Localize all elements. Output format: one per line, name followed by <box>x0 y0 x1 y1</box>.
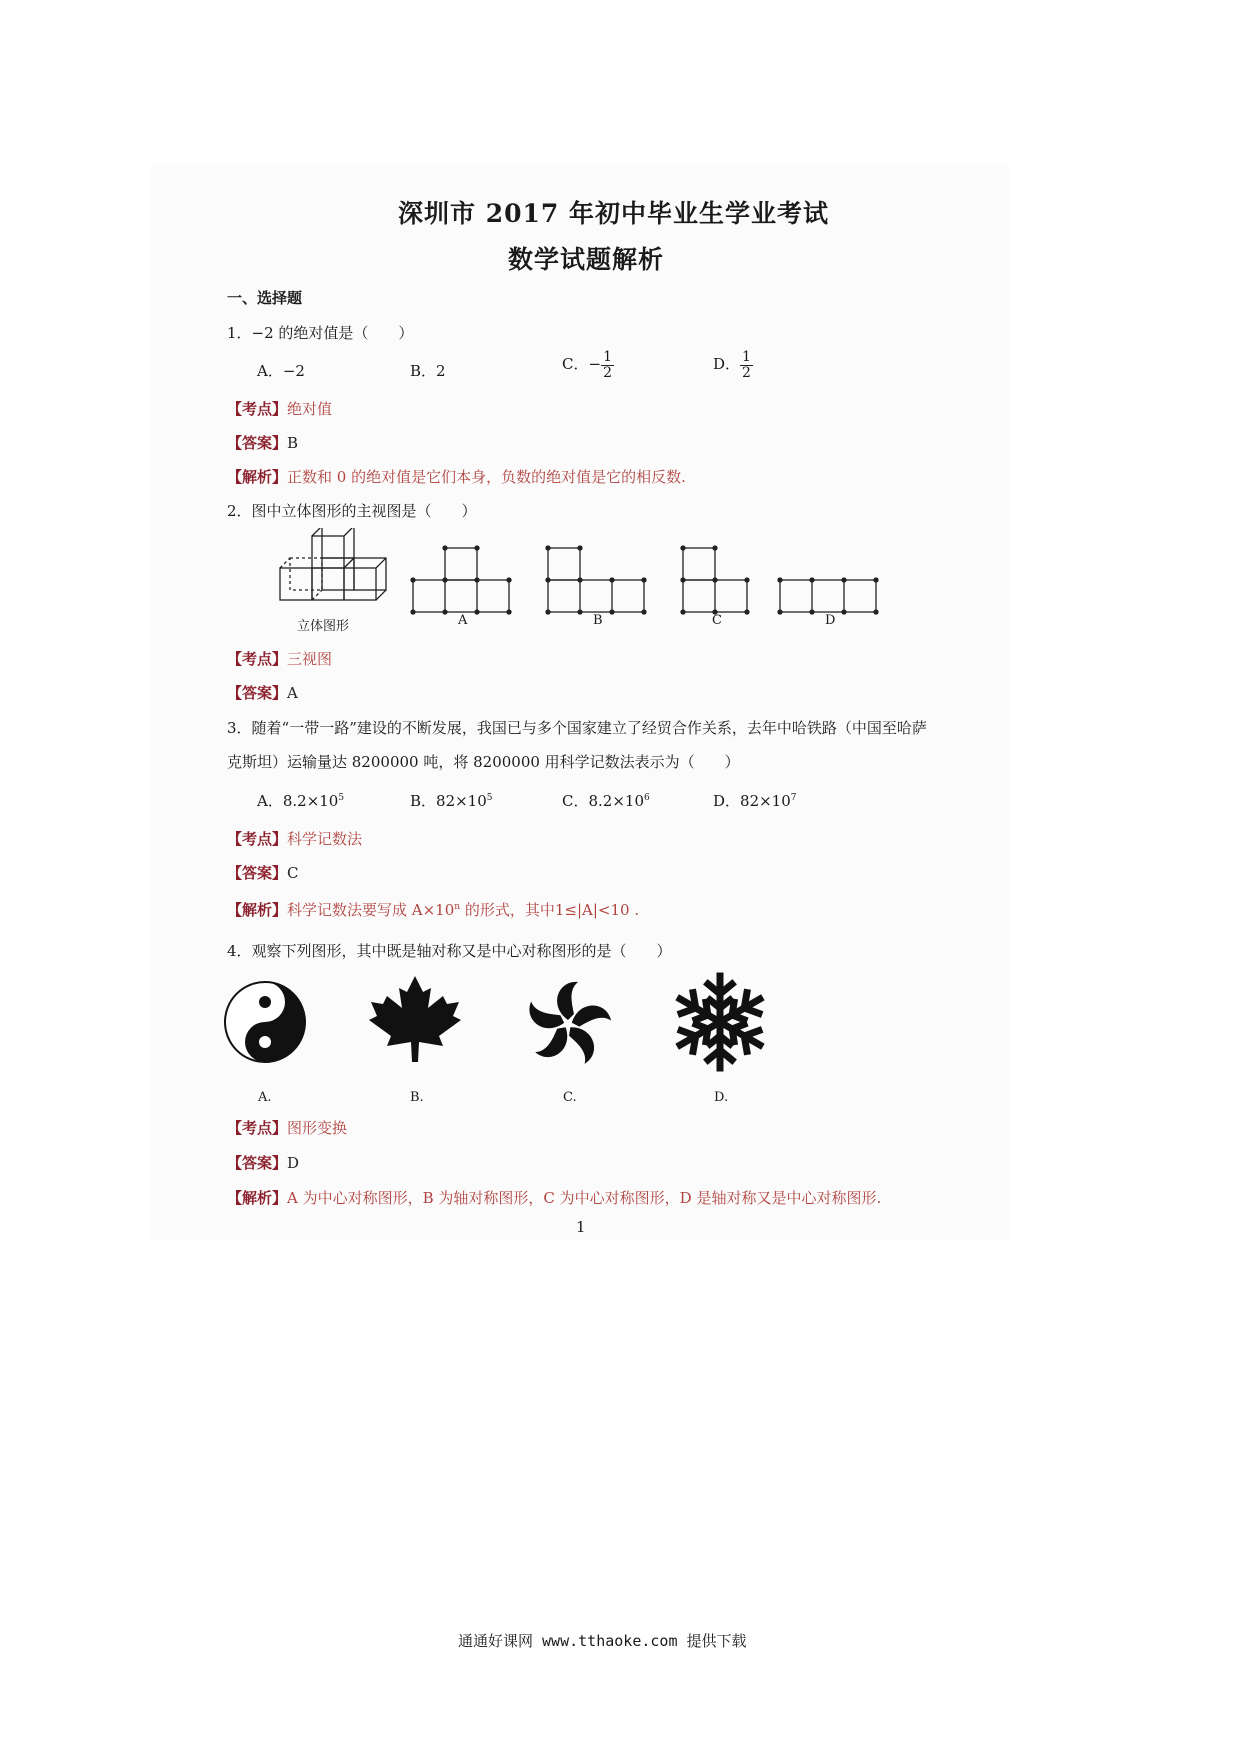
maple-leaf-icon <box>369 976 461 1062</box>
q2-caption-d: D <box>825 613 836 628</box>
q4-caption-d: D. <box>714 1090 729 1105</box>
q1-option-d-fraction: $\frac{1}{2}$ <box>742 349 751 381</box>
front-view-c <box>681 546 749 614</box>
document-title: 深圳市 2017 年初中毕业生学业考试 <box>398 199 829 228</box>
q3-stem-line2: 克斯坦）运输量达 8200000 吨，将 8200000 用科学记数法表示为（ ） <box>227 753 740 771</box>
q2-kaodian: 【考点】三视图 <box>227 650 333 668</box>
q4-caption-c: C. <box>563 1090 577 1105</box>
q3-answer: 【答案】C <box>227 864 299 882</box>
front-view-b <box>546 546 646 614</box>
download-footer: 通通好课网 www.tthaoke.com 提供下载 <box>458 1632 747 1650</box>
q4-answer: 【答案】D <box>227 1154 300 1172</box>
front-view-d <box>778 578 878 614</box>
q3-option-b: B．$82\times 10^5$ <box>410 792 493 810</box>
q1-kaodian: 【考点】绝对值 <box>227 400 333 418</box>
yin-yang-icon <box>225 982 305 1062</box>
q2-figures <box>270 528 890 633</box>
q3-kaodian: 【考点】科学记数法 <box>227 830 363 848</box>
q4-caption-b: B. <box>410 1090 424 1105</box>
section-heading: 一、选择题 <box>227 289 303 307</box>
q4-figures <box>220 970 790 1090</box>
document-subtitle: 数学试题解析 <box>508 245 665 274</box>
q1-option-d: D． $\frac{1}{2}$ <box>713 349 751 381</box>
q3-option-d: D．$82\times 10^7$ <box>713 792 797 810</box>
q2-caption-b: B <box>593 613 603 628</box>
q2-caption-a: A <box>458 613 468 628</box>
q1-answer: 【答案】B <box>227 434 299 452</box>
q3-option-c: C．$8.2\times 10^6$ <box>562 792 650 810</box>
q4-kaodian: 【考点】图形变换 <box>227 1119 348 1137</box>
q1-option-c-fraction: $\frac{1}{2}$ <box>603 349 612 381</box>
q4-analysis: 【解析】A 为中心对称图形，B 为轴对称图形，C 为中心对称图形，D 是轴对称又是中心对称图形. <box>227 1189 882 1207</box>
snowflake-icon <box>674 976 766 1068</box>
q3-stem-line1: 3．随着“一带一路”建设的不断发展，我国已与多个国家建立了经贸合作关系，去年中哈铁路（中国至哈萨 <box>227 719 927 737</box>
q2-answer: 【答案】A <box>227 684 298 702</box>
bauhinia-flower-icon <box>525 982 612 1065</box>
q4-caption-a: A. <box>258 1090 272 1105</box>
q1-option-a: A．−2 <box>257 362 305 380</box>
q2-caption-c: C <box>712 613 722 628</box>
solid-figure-caption: 立体图形 <box>297 619 350 634</box>
q4-stem: 4．观察下列图形，其中既是轴对称又是中心对称图形的是（ ） <box>227 942 672 960</box>
front-view-a <box>411 546 511 614</box>
q1-analysis: 【解析】正数和 0 的绝对值是它们本身，负数的绝对值是它的相反数. <box>227 468 686 486</box>
q1-stem: 1．−2 的绝对值是（ ） <box>227 324 414 342</box>
q1-option-c: C．− $\frac{1}{2}$ <box>562 349 612 381</box>
solid-figure <box>280 528 386 600</box>
q2-stem: 2．图中立体图形的主视图是（ ） <box>227 502 477 520</box>
q3-analysis: 【解析】科学记数法要写成 $A\times 10^n$ 的形式，其中1≤|A|<10 . <box>227 901 640 919</box>
q1-option-b: B．2 <box>410 362 446 380</box>
page-number: 1 <box>576 1218 586 1236</box>
q3-option-a: A．$8.2\times 10^5$ <box>257 792 345 810</box>
